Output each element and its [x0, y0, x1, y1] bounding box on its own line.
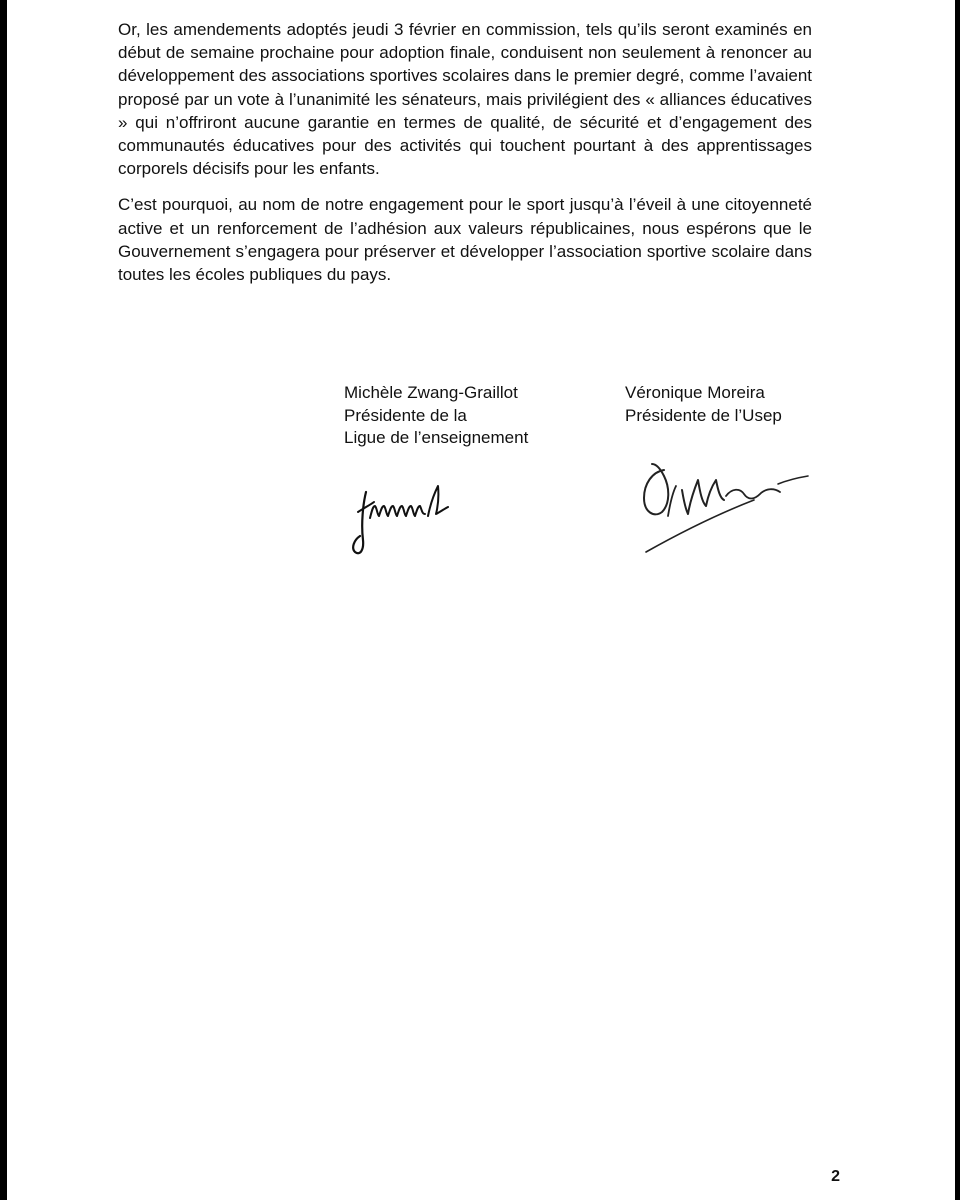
signatory-title: Présidente de la	[344, 405, 467, 425]
paragraph-amendments: Or, les amendements adoptés jeudi 3 février en commission, tels qu’ils seront examinés en début de semaine prochaine pour adoption finale, conduisent non seulement à renoncer au développement des associations sportives scolaires dans le premier degré, comme l’avaient proposé par un vote à l’unanimité les sénateurs, mais privilégient des « alliances éducatives » qui n’offriront aucune garantie en termes de qualité, de sécurité et d’engagement des communautés éducatives pour des activités qui touchent pourtant à des apprentissages corporels décisifs pour les enfants.	[118, 20, 812, 179]
signatory-title: Présidente de l’Usep	[625, 405, 782, 425]
signatory-organization: Ligue de l’enseignement	[344, 428, 529, 447]
letter-body	[118, 18, 812, 299]
handwritten-signature-moreira	[628, 450, 814, 560]
signatory-block-usep	[625, 382, 865, 427]
signatory-name: Michèle Zwang-Graillot	[344, 383, 518, 402]
handwritten-signature-zwang-graillot	[348, 472, 452, 562]
signatory-block-ligue	[344, 382, 584, 450]
page-number: 2	[831, 1168, 840, 1185]
signatory-name: Véronique Moreira	[625, 383, 765, 402]
paragraph-conclusion: C’est pourquoi, au nom de notre engagement pour le sport jusqu’à l’éveil à une citoyenneté active et un renforcement de l’adhésion aux valeurs républicaines, nous espérons que le Gouvernement s’engagera pour préserver et développer l’association sportive scolaire dans toutes les écoles publiques du pays.	[118, 195, 812, 285]
